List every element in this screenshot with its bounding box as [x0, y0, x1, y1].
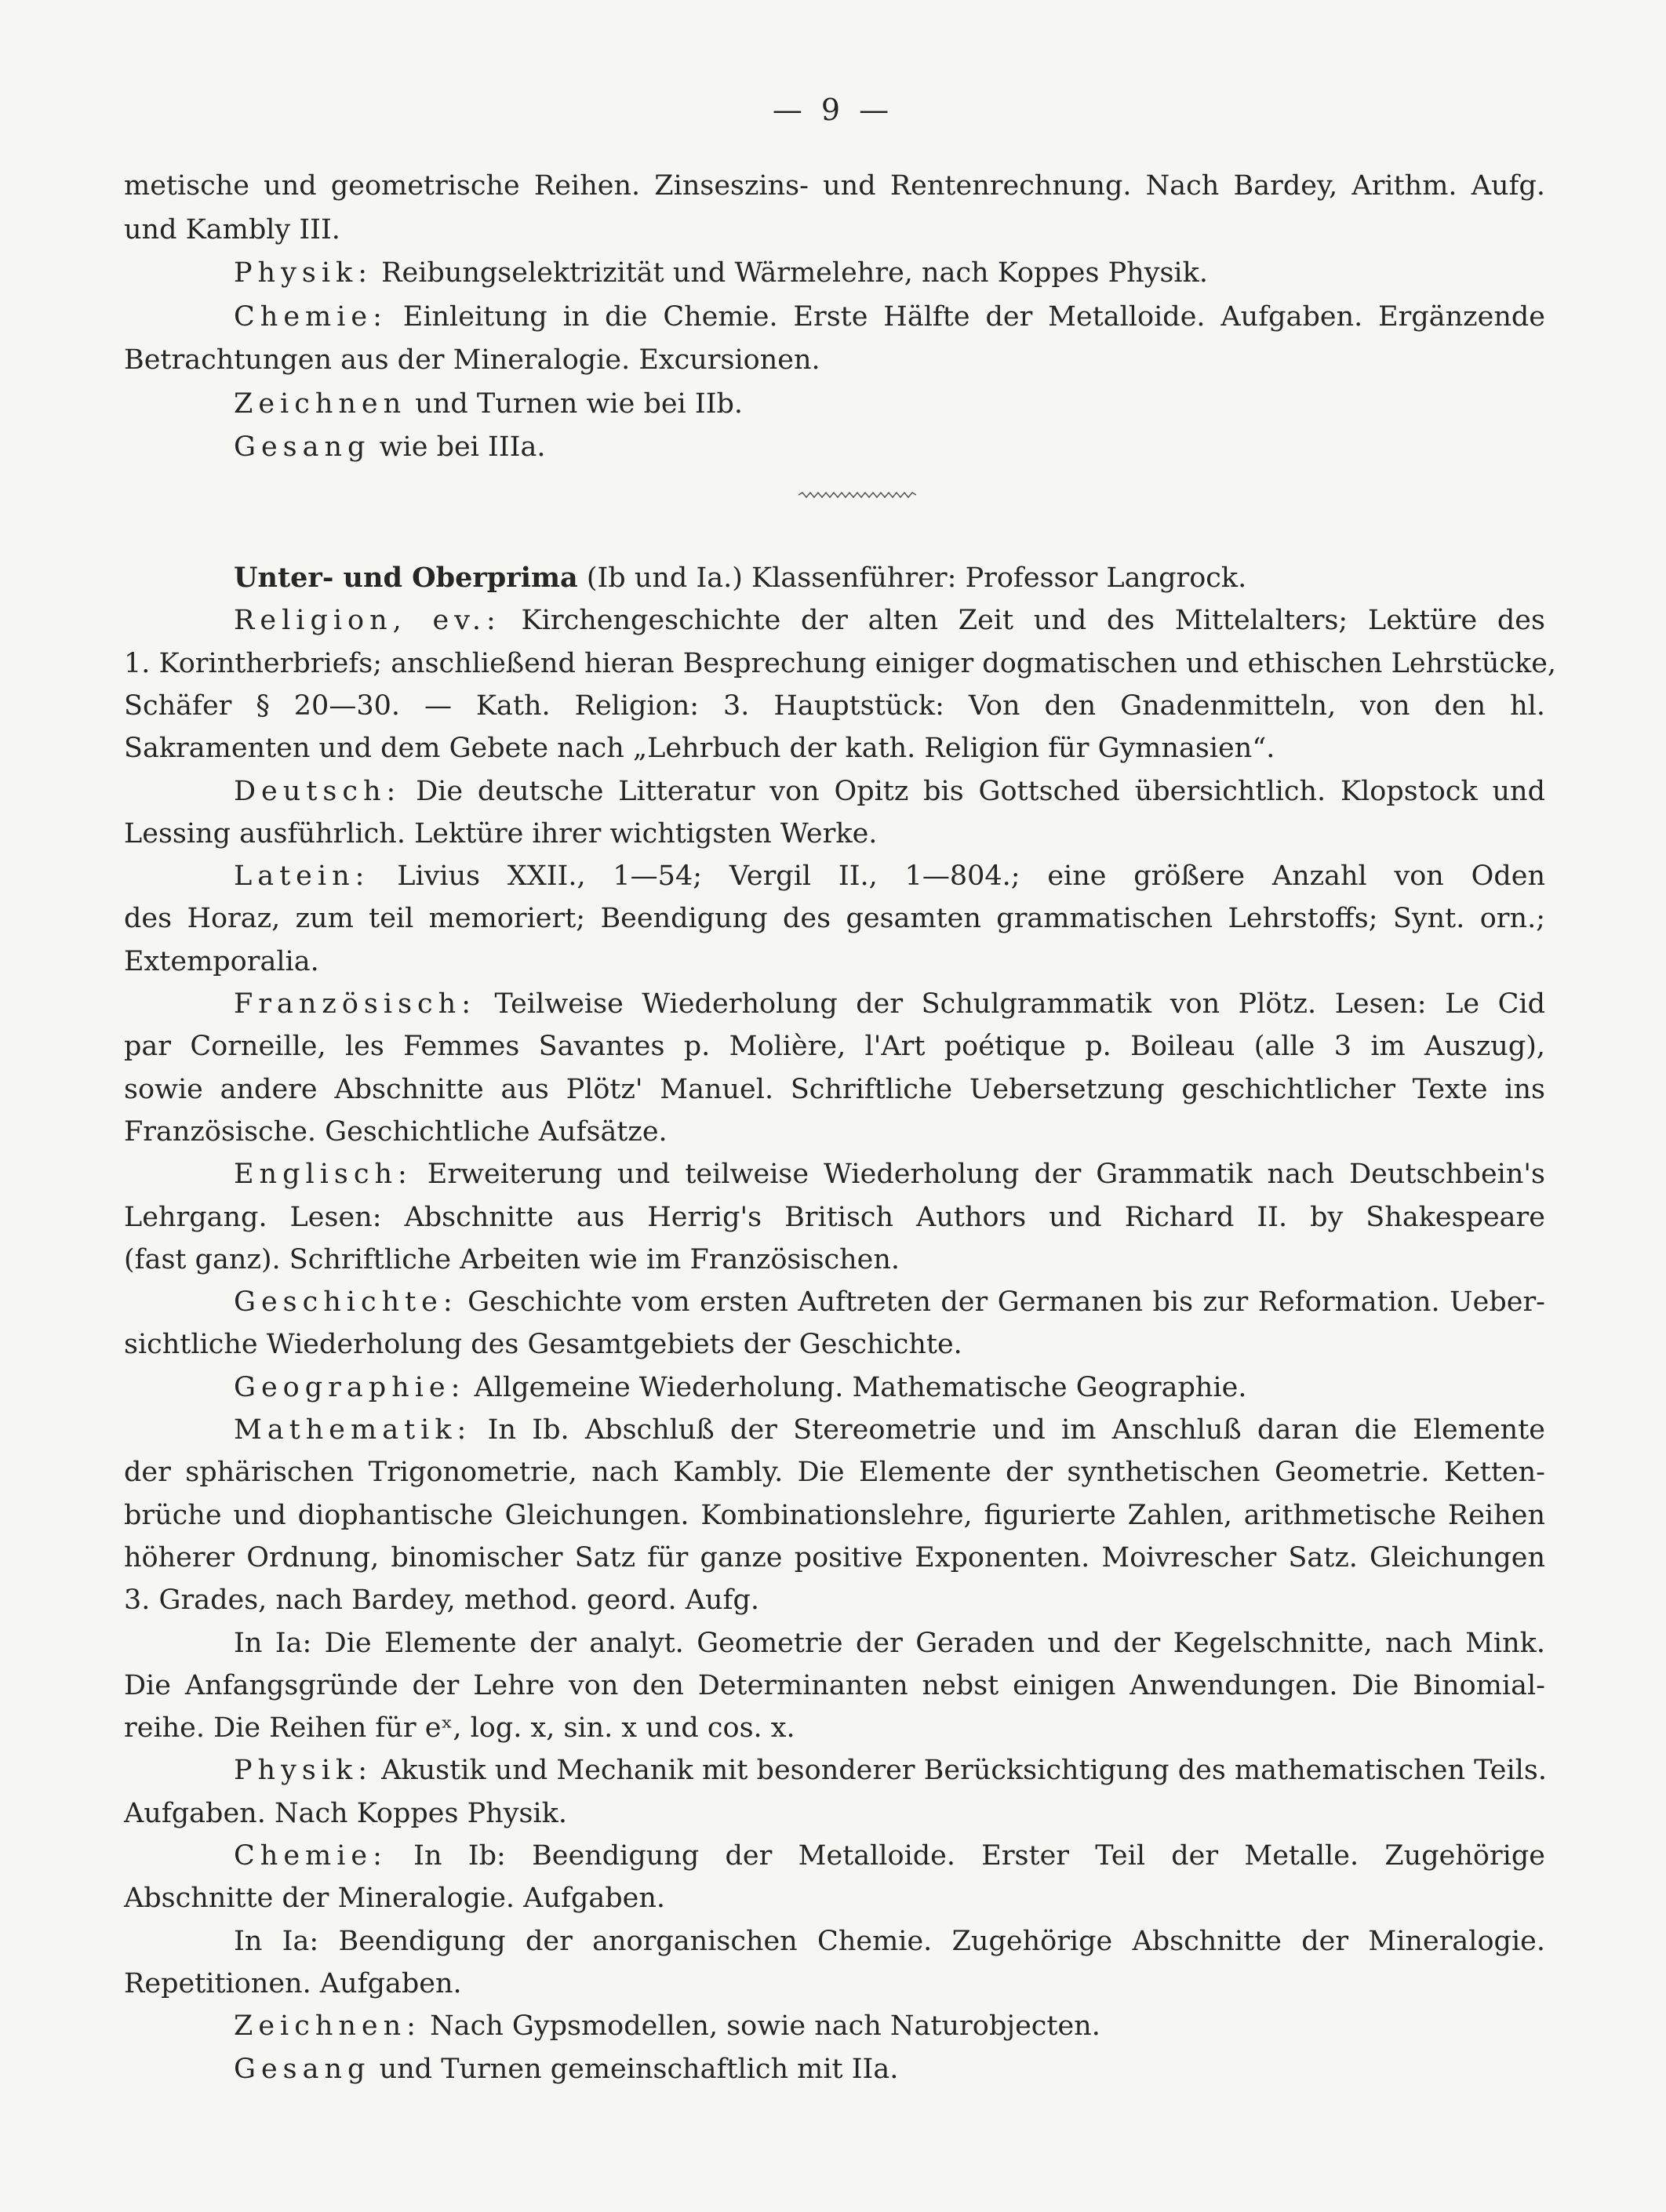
subject-heading: Englisch: — [234, 1159, 413, 1191]
subject-heading: Geschichte: — [234, 1286, 458, 1319]
line-text: Geschichte vom ersten Auftreten der Germanen bis zur Reformation. Ueber- — [457, 1286, 1545, 1319]
text-line — [124, 1070, 1545, 1109]
text-line — [234, 772, 1545, 811]
line-text: par Corneille, les Femmes Savantes p. Molière, l'Art poétique p. Boileau (alle 3 im Auszug), — [124, 1031, 1545, 1063]
line-text: und Turnen wie bei IIb. — [406, 387, 744, 420]
line-text: brüche und diophantische Gleichungen. Kombinationslehre, figurierte Zahlen, arithmetische Reihen — [124, 1499, 1545, 1531]
text-line — [234, 984, 1545, 1024]
text-line — [234, 384, 1545, 424]
text-line — [234, 253, 1545, 293]
line-text: und Turnen gemeinschaftlich mit IIa. — [370, 2053, 899, 2085]
line-text: Die deutsche Litteratur von Opitz bis Gottsched übersichtlich. Klopstock und — [401, 775, 1545, 807]
text-line — [234, 601, 1545, 640]
line-text: metische und geometrische Reihen. Zinseszins- und Rentenrechnung. Nach Bardey, Arithm. Aufg. — [124, 170, 1545, 202]
text-line — [124, 210, 1545, 249]
line-text: Die Anfangsgründe der Lehre von den Determinanten nebst einigen Anwendungen. Die Binomial- — [124, 1669, 1545, 1701]
section-divider — [798, 491, 916, 499]
subject-heading: Physik: — [234, 1755, 373, 1787]
line-text: reihe. Die Reihen für eˣ, log. x, sin. x und cos. x. — [124, 1712, 795, 1744]
text-line — [124, 686, 1545, 726]
text-line — [234, 1624, 1545, 1663]
subject-heading: Religion, ev.: — [234, 605, 501, 637]
text-line — [124, 1666, 1545, 1705]
subject-heading: Gesang — [234, 2053, 371, 2085]
line-text: In Ia: Die Elemente der analyt. Geometrie der Geraden und der Kegelschnitte, nach Mink. — [234, 1627, 1545, 1659]
line-text: Livius XXII., 1—54; Vergil II., 1—804.; eine größere Anzahl von Oden — [369, 860, 1545, 893]
text-line — [234, 1836, 1545, 1875]
line-text: Französische. Geschichtliche Aufsätze. — [124, 1115, 667, 1148]
text-line — [124, 340, 1545, 380]
subject-heading: Chemie: — [234, 300, 387, 333]
text-line — [234, 1368, 1545, 1407]
line-text: Allgemeine Wiederholung. Mathematische Geographie. — [465, 1371, 1247, 1403]
text-line — [234, 297, 1545, 337]
text-line — [234, 427, 1545, 467]
line-text: Reibungselektrizität und Wärmelehre, nach Koppes Physik. — [373, 257, 1208, 289]
line-text: der sphärischen Trigonometrie, nach Kambly. Die Elemente der synthetischen Geometrie. Ketten- — [124, 1457, 1545, 1489]
text-line — [124, 1708, 1545, 1748]
line-text: Aufgaben. Nach Koppes Physik. — [124, 1797, 567, 1829]
text-line — [234, 2006, 1545, 2046]
text-line — [124, 644, 1557, 683]
text-line — [124, 1879, 1545, 1918]
subject-heading: Deutsch: — [234, 775, 402, 807]
line-text: Sakramenten und dem Gebete nach „Lehrbuch der kath. Religion für Gymnasien“. — [124, 733, 1275, 765]
line-text: Extemporalia. — [124, 945, 319, 977]
text-line — [124, 1794, 1545, 1833]
subject-heading: Physik: — [234, 257, 373, 289]
line-text: höherer Ordnung, binomischer Satz für ganze positive Exponenten. Moivrescher Satz. Gleichungen — [124, 1541, 1545, 1574]
subject-heading: Zeichnen: — [234, 2010, 421, 2043]
line-text: Abschnitte der Mineralogie. Aufgaben. — [124, 1883, 666, 1915]
text-line — [124, 1198, 1545, 1237]
line-text: Erweiterung und teilweise Wiederholung der Grammatik nach Deutschbein's — [412, 1159, 1545, 1191]
line-text: Repetitionen. Aufgaben. — [124, 1967, 462, 1999]
text-line — [124, 1325, 1545, 1364]
line-text: Einleitung in die Chemie. Erste Hälfte der Metalloide. Aufgaben. Ergänzende — [387, 300, 1545, 333]
text-line — [124, 1538, 1545, 1577]
subject-heading: Zeichnen — [234, 387, 407, 420]
line-text: In Ib. Abschluß der Stereometrie und im Anschluß daran die Elemente — [471, 1414, 1545, 1446]
line-text: 3. Grades, nach Bardey, method. geord. Aufg. — [124, 1584, 760, 1617]
text-line — [124, 1240, 1545, 1279]
subject-heading: Latein: — [234, 860, 370, 893]
line-text: sichtliche Wiederholung des Gesamtgebiets der Geschichte. — [124, 1329, 962, 1361]
subject-heading: Gesang — [234, 431, 371, 463]
line-text: (Ib und Ia.) Klassenführer: Professor Langrock. — [577, 562, 1247, 594]
line-text: Schäfer § 20—30. — Kath. Religion: 3. Hauptstück: Von den Gnadenmitteln, von den hl. — [124, 689, 1545, 722]
text-line — [234, 558, 1545, 598]
text-line — [234, 1282, 1545, 1322]
subject-heading: Mathematik: — [234, 1414, 472, 1446]
subject-heading: Geographie: — [234, 1371, 466, 1403]
text-line — [124, 729, 1545, 768]
text-line — [124, 942, 1545, 981]
subject-heading: Französisch: — [234, 988, 476, 1020]
text-line — [124, 899, 1545, 938]
text-line — [124, 1496, 1545, 1535]
line-text: wie bei IIIa. — [370, 431, 546, 463]
text-line — [234, 2050, 1545, 2089]
line-text: Akustik und Mechanik mit besonderer Berücksichtigung des mathematischen Teils. — [373, 1755, 1547, 1787]
text-line — [124, 1112, 1545, 1151]
text-line — [234, 1155, 1545, 1194]
line-text: und Kambly III. — [124, 213, 340, 246]
line-text: Kirchengeschichte der alten Zeit und des Mittelalters; Lektüre des — [500, 605, 1545, 637]
line-text: 1. Korintherbriefs; anschließend hieran Besprechung einiger dogmatischen und ethischen Lehrstücke, — [124, 647, 1557, 679]
text-line — [234, 1410, 1545, 1450]
text-line — [124, 1581, 1545, 1620]
subject-heading: Unter- und Oberprima — [234, 562, 578, 594]
line-text: (fast ganz). Schriftliche Arbeiten wie im Französischen. — [124, 1243, 900, 1275]
page-number: — 9 — — [772, 93, 894, 127]
text-line — [124, 166, 1545, 206]
text-line — [124, 814, 1545, 853]
line-text: In Ib: Beendigung der Metalloide. Erster Teil der Metalle. Zugehörige — [387, 1840, 1545, 1872]
line-text: Lessing ausführlich. Lektüre ihrer wichtigsten Werke. — [124, 817, 878, 850]
text-line — [234, 1922, 1545, 1961]
text-line — [234, 857, 1545, 896]
text-line — [234, 1751, 1545, 1790]
line-text: In Ia: Beendigung der anorganischen Chemie. Zugehörige Abschnitte der Mineralogie. — [234, 1925, 1545, 1957]
line-text: sowie andere Abschnitte aus Plötz' Manuel. Schriftliche Uebersetzung geschichtlicher Texte ins — [124, 1073, 1545, 1105]
text-line — [124, 1453, 1545, 1492]
line-text: Betrachtungen aus der Mineralogie. Excursionen. — [124, 344, 820, 376]
subject-heading: Chemie: — [234, 1840, 387, 1872]
text-line — [124, 1027, 1545, 1066]
line-text: Teilweise Wiederholung der Schulgrammatik von Plötz. Lesen: Le Cid — [476, 988, 1545, 1020]
line-text: Lehrgang. Lesen: Abschnitte aus Herrig's Britisch Authors und Richard II. by Shakespeare — [124, 1201, 1545, 1233]
text-line — [124, 1964, 1545, 2003]
line-text: des Horaz, zum teil memoriert; Beendigung des gesamten grammatischen Lehrstoffs; Synt. orn.; — [124, 903, 1545, 935]
line-text: Nach Gypsmodellen, sowie nach Naturobjecten. — [420, 2010, 1100, 2043]
